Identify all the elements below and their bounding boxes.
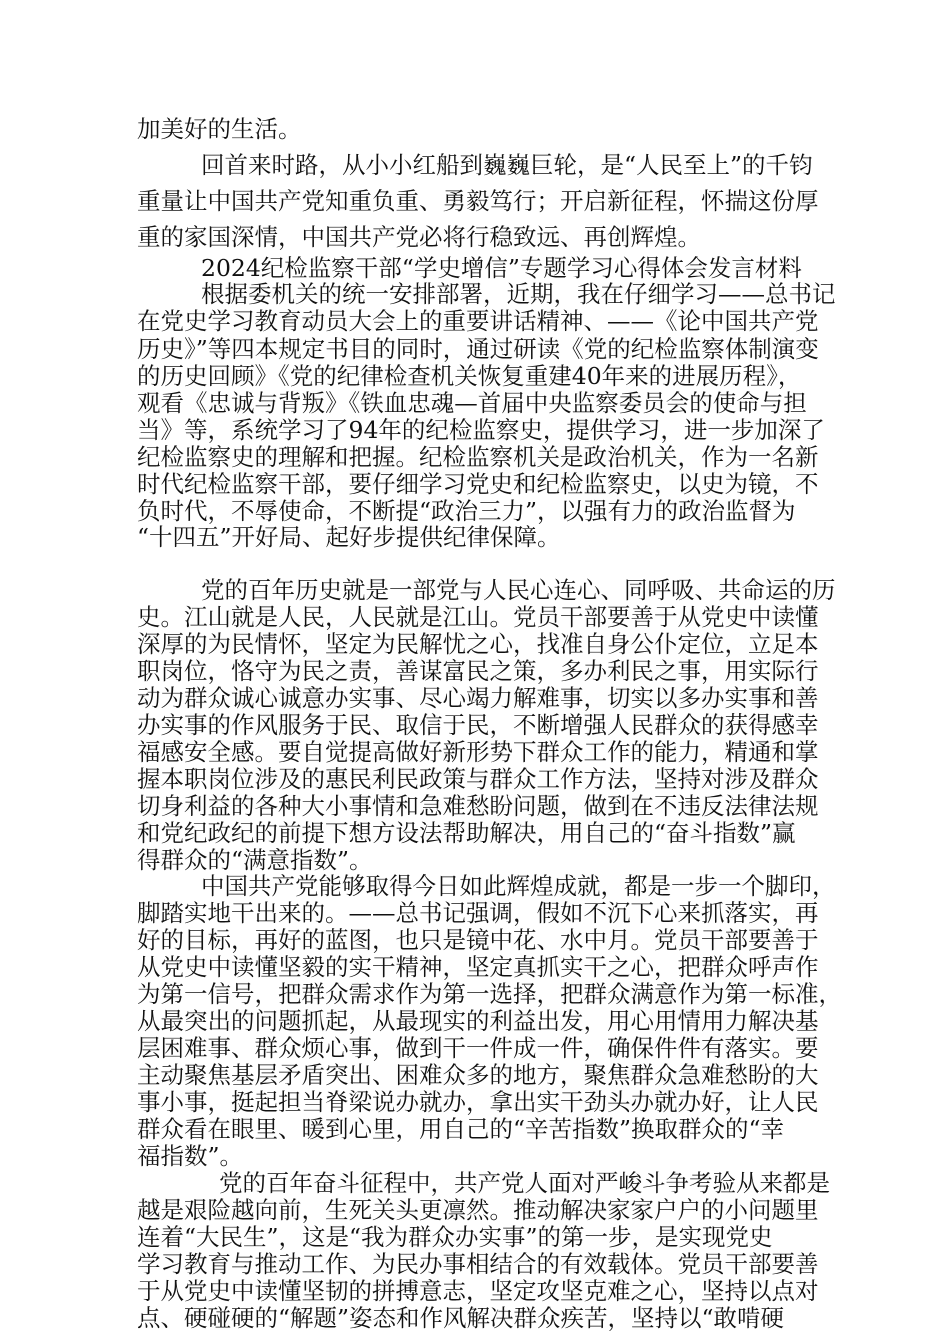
text-line: 的历史回顾》《党的纪律检查机关恢复重建40年来的进展历程》， [137, 362, 802, 390]
text-line: 中国共产党能够取得今日如此辉煌成就，都是一步一个脚印， [201, 872, 836, 900]
text-line: 重量让中国共产党知重负重、勇毅笃行；开启新征程，怀揣这份厚 [137, 187, 819, 215]
text-line: 纪检监察史的理解和把握。纪检监察机关是政治机关，作为一名新 [137, 443, 819, 471]
text-line: 越是艰险越向前，生死关头更凛然。推动解决家家户户的小问题里 [137, 1196, 819, 1224]
text-line: 切身利益的各种大小事情和急难愁盼问题，做到在不违反法律法规 [137, 792, 819, 820]
text-line: 点、硬碰硬的“解题”姿态和作风解决群众疾苦，坚持以“敢啃硬 [137, 1304, 785, 1332]
text-line: 办实事的作风服务于民、取信于民，不断增强人民群众的获得感幸 [137, 711, 819, 739]
text-line: 学习教育与推动工作、为民办事相结合的有效载体。党员干部要善 [137, 1250, 819, 1278]
text-line: 动为群众诚心诚意办实事、尽心竭力解难事，切实以多办实事和善 [137, 684, 819, 712]
text-line: 好的目标，再好的蓝图，也只是镜中花、水中月。党员干部要善于 [137, 926, 819, 954]
text-line: 为第一信号，把群众需求作为第一选择，把群众满意作为第一标准， [137, 980, 842, 1008]
text-line: 握本职岗位涉及的惠民利民政策与群众工作方法，坚持对涉及群众 [137, 765, 819, 793]
text-line: 加美好的生活。 [137, 115, 302, 143]
text-line: 于从党史中读懂坚韧的拼搏意志，坚定攻坚克难之心，坚持以点对 [137, 1277, 819, 1305]
text-line: 2024纪检监察干部“学史增信”专题学习心得体会发言材料 [201, 254, 802, 282]
text-line: 层困难事、群众烦心事，做到干一件成一件，确保件件有落实。要 [137, 1034, 819, 1062]
text-line: 史。江山就是人民，人民就是江山。党员干部要善于从党史中读懂 [137, 603, 819, 631]
text-line: 重的家国深情，中国共产党必将行稳致远、再创辉煌。 [137, 223, 701, 251]
text-line: 福感安全感。要自觉提高做好新形势下群众工作的能力，精通和掌 [137, 738, 819, 766]
text-line: 观看《忠诚与背叛》《铁血忠魂—首届中央监察委员会的使命与担 [137, 389, 807, 417]
text-line: 深厚的为民情怀，坚定为民解忧之心，找准自身公仆定位，立足本 [137, 630, 819, 658]
text-line: 连着“大民生”，这是“我为群众办实事”的第一步，是实现党史 [137, 1223, 773, 1251]
text-line: 党的百年历史就是一部党与人民心连心、同呼吸、共命运的历 [201, 576, 836, 604]
text-line: 党的百年奋斗征程中，共产党人面对严峻斗争考验从来都是 [219, 1169, 830, 1197]
text-line: 群众看在眼里、暖到心里，用自己的“辛苦指数”换取群众的“幸 [137, 1115, 785, 1143]
text-line: 得群众的“满意指数”。 [137, 846, 373, 874]
text-line: 福指数”。 [137, 1142, 244, 1170]
text-line: 当》等，系统学习了94年的纪检监察史，提供学习，进一步加深了 [137, 416, 825, 444]
text-line: 脚踏实地干出来的。——总书记强调，假如不沉下心来抓落实，再 [137, 899, 819, 927]
text-line: 从党史中读懂坚毅的实干精神，坚定真抓实干之心，把群众呼声作 [137, 953, 819, 981]
text-line: 在党史学习教育动员大会上的重要讲话精神、——《论中国共产党 [137, 307, 819, 335]
text-line: 回首来时路，从小小红船到巍巍巨轮，是“人民至上”的千钧 [201, 151, 813, 179]
text-line: 主动聚焦基层矛盾突出、困难众多的地方，聚焦群众急难愁盼的大 [137, 1061, 819, 1089]
text-line: “十四五”开好局、起好步提供纪律保障。 [137, 523, 561, 551]
text-line: 时代纪检监察干部，要仔细学习党史和纪检监察史，以史为镜，不 [137, 470, 819, 498]
text-line: 负时代，不辱使命，不断提“政治三力”，以强有力的政治监督为 [137, 497, 796, 525]
text-line: 根据委机关的统一安排部署，近期，我在仔细学习——总书记 [201, 280, 836, 308]
text-line: 事小事，挺起担当脊梁说办就办，拿出实干劲头办就办好，让人民 [137, 1088, 819, 1116]
text-line: 历史》”等四本规定书目的同时，通过研读《党的纪检监察体制演变 [137, 335, 819, 363]
text-line: 和党纪政纪的前提下想方设法帮助解决，用自己的“奋斗指数”赢 [137, 819, 796, 847]
text-line: 从最突出的问题抓起，从最现实的利益出发，用心用情用力解决基 [137, 1007, 819, 1035]
text-line: 职岗位，恪守为民之责，善谋富民之策，多办利民之事，用实际行 [137, 657, 819, 685]
